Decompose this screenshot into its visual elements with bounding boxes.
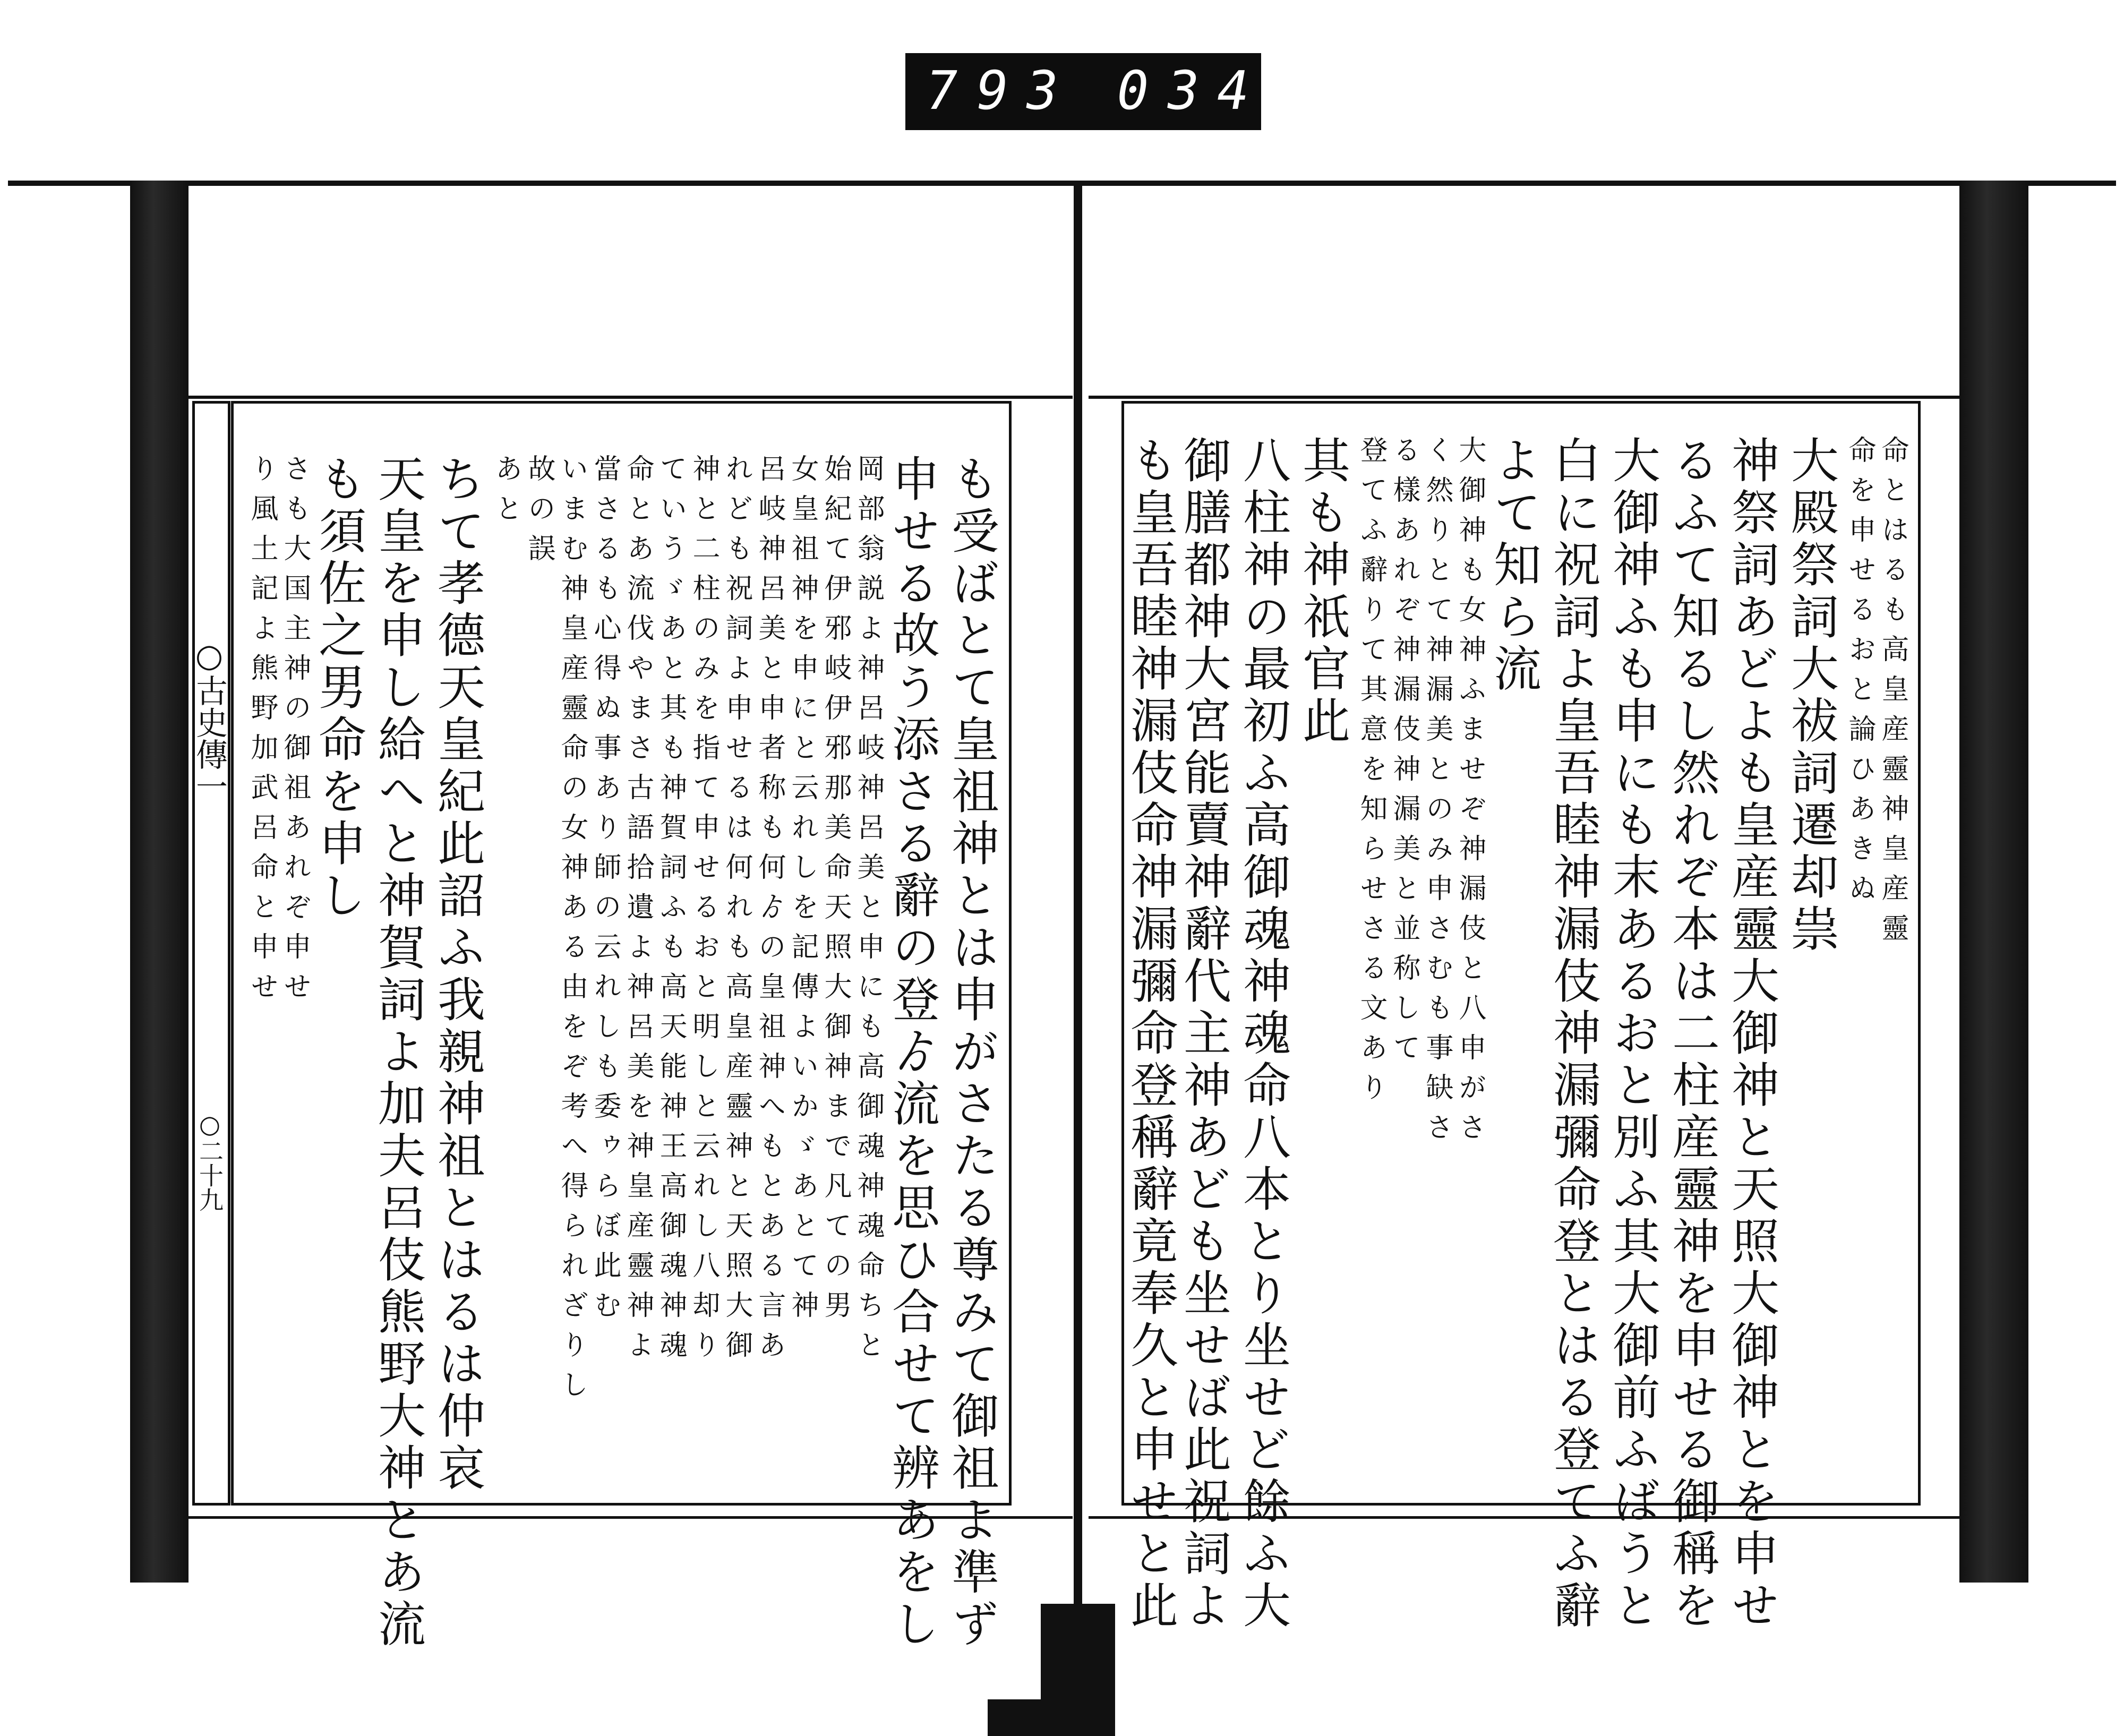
left-page-column: 故の誤 bbox=[523, 454, 555, 574]
right-book-edge bbox=[1959, 181, 2028, 1583]
right-page-column: よて知ら流 bbox=[1485, 435, 1541, 696]
left-page-column: 呂岐神呂美と申者称も何ゟの皇祖神へもとある言あ bbox=[753, 454, 785, 1370]
left-page-column: れども祝詞よ申せるは何れも高皇産靈神と天照大御 bbox=[721, 454, 752, 1370]
left-page-column: 申せる故う添さる辭の登ゟ流を思ひ合せて辨あをし bbox=[884, 454, 939, 1651]
spine-bottom bbox=[1041, 1604, 1115, 1736]
left-page-column: いまむ神皇産靈命の女神ある由をぞ考へ得られざりし bbox=[556, 454, 588, 1410]
left-page-column: 天皇を申し給へと神賀詞よ加夫呂伎熊野大神とあ流 bbox=[370, 454, 425, 1651]
left-page-column: 當さるも心得ぬ事あり師の云れしも委ゥらぼ此む bbox=[589, 454, 621, 1330]
right-page-column: 其も神祇官此 bbox=[1294, 435, 1350, 748]
left-page-column: 女皇祖神を申にと云れしを記傳よいかゞあとて神 bbox=[786, 454, 818, 1330]
left-page-column: も須佐之男命を申し bbox=[310, 454, 366, 922]
running-head-box bbox=[192, 401, 230, 1506]
spine-bottom-left bbox=[988, 1699, 1051, 1736]
right-page-column: 登てふ辭りて其意を知らせさる文あり bbox=[1355, 435, 1387, 1113]
right-page-column: るふて知るし然れぞ本は二柱産靈神を申せる御稱を bbox=[1664, 435, 1719, 1632]
reel-number: 793 bbox=[920, 59, 1081, 122]
page-number: ○二十九 bbox=[195, 1110, 224, 1212]
right-page-column: 命を申せるおと論ひあきぬ bbox=[1844, 435, 1875, 913]
right-page-column: も皇吾睦神漏伎命神漏彌命登稱辭竟奉久と申せと此 bbox=[1122, 435, 1178, 1632]
left-page-column: 神と二柱のみを指て申せるおと明しと云れし八却り bbox=[688, 454, 720, 1370]
right-page-column: 御膳都神大宮能賣神辭代主神あども坐せば此祝詞よ bbox=[1175, 435, 1231, 1632]
left-page-column: あと bbox=[490, 454, 522, 534]
right-page-top-rule bbox=[1089, 396, 1959, 399]
right-page-column: る樣あれぞ神漏伎神漏美と並称して bbox=[1388, 435, 1420, 1073]
top-edge-line bbox=[8, 181, 2116, 186]
left-page-column: 命とあ流伐やまさ古語拾遺よ神呂美を神皇産靈神よ bbox=[622, 454, 654, 1370]
right-page-column: 大殿祭詞大祓詞遷却祟 bbox=[1783, 435, 1838, 956]
center-seam bbox=[1074, 181, 1082, 1614]
frame-label bbox=[905, 53, 1272, 130]
left-page-column: り風土記よ熊野加武呂命と申せ bbox=[246, 454, 278, 1012]
left-page-bottom-rule bbox=[189, 1516, 1073, 1519]
right-page-column: 命とはるも高皇産靈神皇産靈 bbox=[1877, 435, 1908, 953]
right-page-column: 白に祝詞よ皇吾睦神漏伎神漏彌命登とはる登てふ辭 bbox=[1545, 435, 1600, 1632]
right-page-column: く然りとて神漏美とのみ申さむも事缺さ bbox=[1421, 435, 1453, 1152]
right-page-column: 八柱神の最初ふ高御魂神魂命八本とり坐せど餘ふ大 bbox=[1235, 435, 1290, 1632]
left-page-column: ちて孝德天皇紀此詔ふ我親神祖とはるは仲哀 bbox=[429, 454, 485, 1495]
right-page-column: 大御神も女神ふませぞ神漏伎と八申がさ bbox=[1454, 435, 1486, 1152]
left-page-column: さも大国主神の御祖あれぞ申せ bbox=[279, 454, 311, 1012]
left-page-column: も受ばとて皇祖神とは申がさたる尊みて御祖よ準ず bbox=[943, 454, 999, 1651]
left-page-top-rule bbox=[189, 396, 1073, 399]
frame-number: 034 bbox=[1111, 59, 1272, 122]
left-page-column: 始紀て伊邪岐伊邪那美命天照大御神まで凡ての男 bbox=[819, 454, 851, 1330]
left-page-column: ていうゞあと其も神賀詞ふも高天能神王高御魂神魂 bbox=[655, 454, 687, 1370]
right-page-column: 大御神ふも申にも末あるおと別ふ其大御前ふばうと bbox=[1604, 435, 1660, 1632]
running-head: ○古史傳一 bbox=[191, 637, 228, 802]
left-page-column: 岡部翁説よ神呂岐神呂美と申にも高御魂神魂命ちと bbox=[852, 454, 884, 1370]
left-book-edge bbox=[130, 181, 189, 1583]
right-page-column: 神祭詞あどよも皇産靈大御神と天照大御神とを申せ bbox=[1723, 435, 1779, 1632]
